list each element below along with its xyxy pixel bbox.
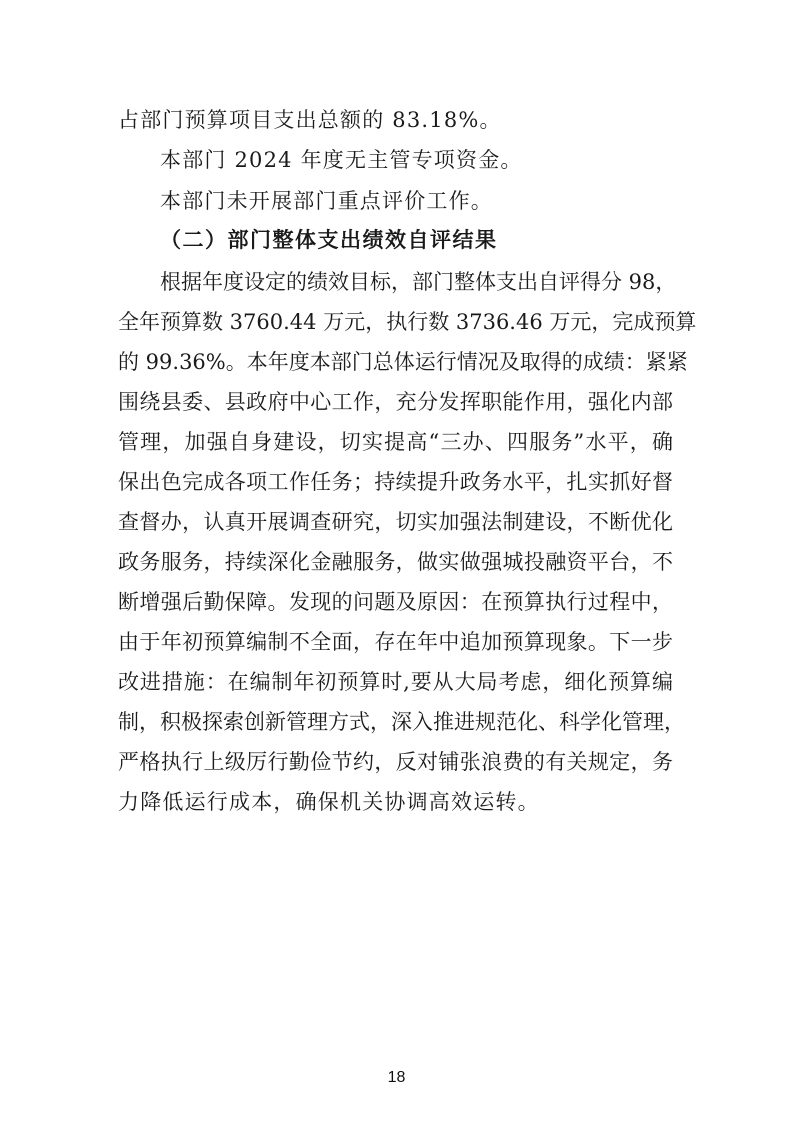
main-paragraph-line: 查督办，认真开展调查研究，切实加强法制建设，不断优化 bbox=[118, 510, 673, 534]
main-paragraph-line: 根据年度设定的绩效目标，部门整体支出自评得分 98， bbox=[160, 270, 677, 294]
main-paragraph-line: 保出色完成各项工作任务；持续提升政务水平，扎实抓好督 bbox=[118, 470, 673, 494]
paragraph-no-key-evaluation: 本部门未开展部门重点评价工作。 bbox=[160, 189, 493, 213]
main-paragraph-line: 管理，加强自身建设，切实提高“三办、四服务”水平，确 bbox=[118, 430, 673, 454]
main-paragraph-line: 政务服务，持续深化金融服务，做实做强城投融资平台，不 bbox=[118, 550, 673, 574]
paragraph-continuation-line: 占部门预算项目支出总额的 83.18%。 bbox=[118, 108, 502, 132]
main-paragraph-line: 严格执行上级厉行勤俭节约，反对铺张浪费的有关规定，务 bbox=[118, 750, 673, 774]
main-paragraph-line: 全年预算数 3760.44 万元，执行数 3736.46 万元，完成预算 bbox=[118, 310, 697, 334]
main-paragraph-line: 由于年初预算编制不全面，存在年中追加预算现象。下一步 bbox=[118, 630, 673, 654]
main-paragraph-line: 制，积极探索创新管理方式，深入推进规范化、科学化管理， bbox=[118, 710, 685, 734]
page-number: 18 bbox=[387, 1069, 406, 1086]
paragraph-no-special-funds: 本部门 2024 年度无主管专项资金。 bbox=[160, 148, 523, 172]
main-paragraph-line: 断增强后勤保障。发现的问题及原因：在预算执行过程中， bbox=[118, 590, 673, 614]
main-paragraph-line: 力降低运行成本，确保机关协调高效运转。 bbox=[118, 790, 540, 814]
main-paragraph-line: 围绕县委、县政府中心工作，充分发挥职能作用，强化内部 bbox=[118, 390, 673, 414]
section-heading: （二）部门整体支出绩效自评结果 bbox=[160, 228, 498, 252]
main-paragraph-line: 改进措施：在编制年初预算时,要从大局考虑，细化预算编 bbox=[118, 670, 673, 694]
main-paragraph-line: 的 99.36%。本年度本部门总体运行情况及取得的成绩：紧紧 bbox=[118, 350, 688, 374]
